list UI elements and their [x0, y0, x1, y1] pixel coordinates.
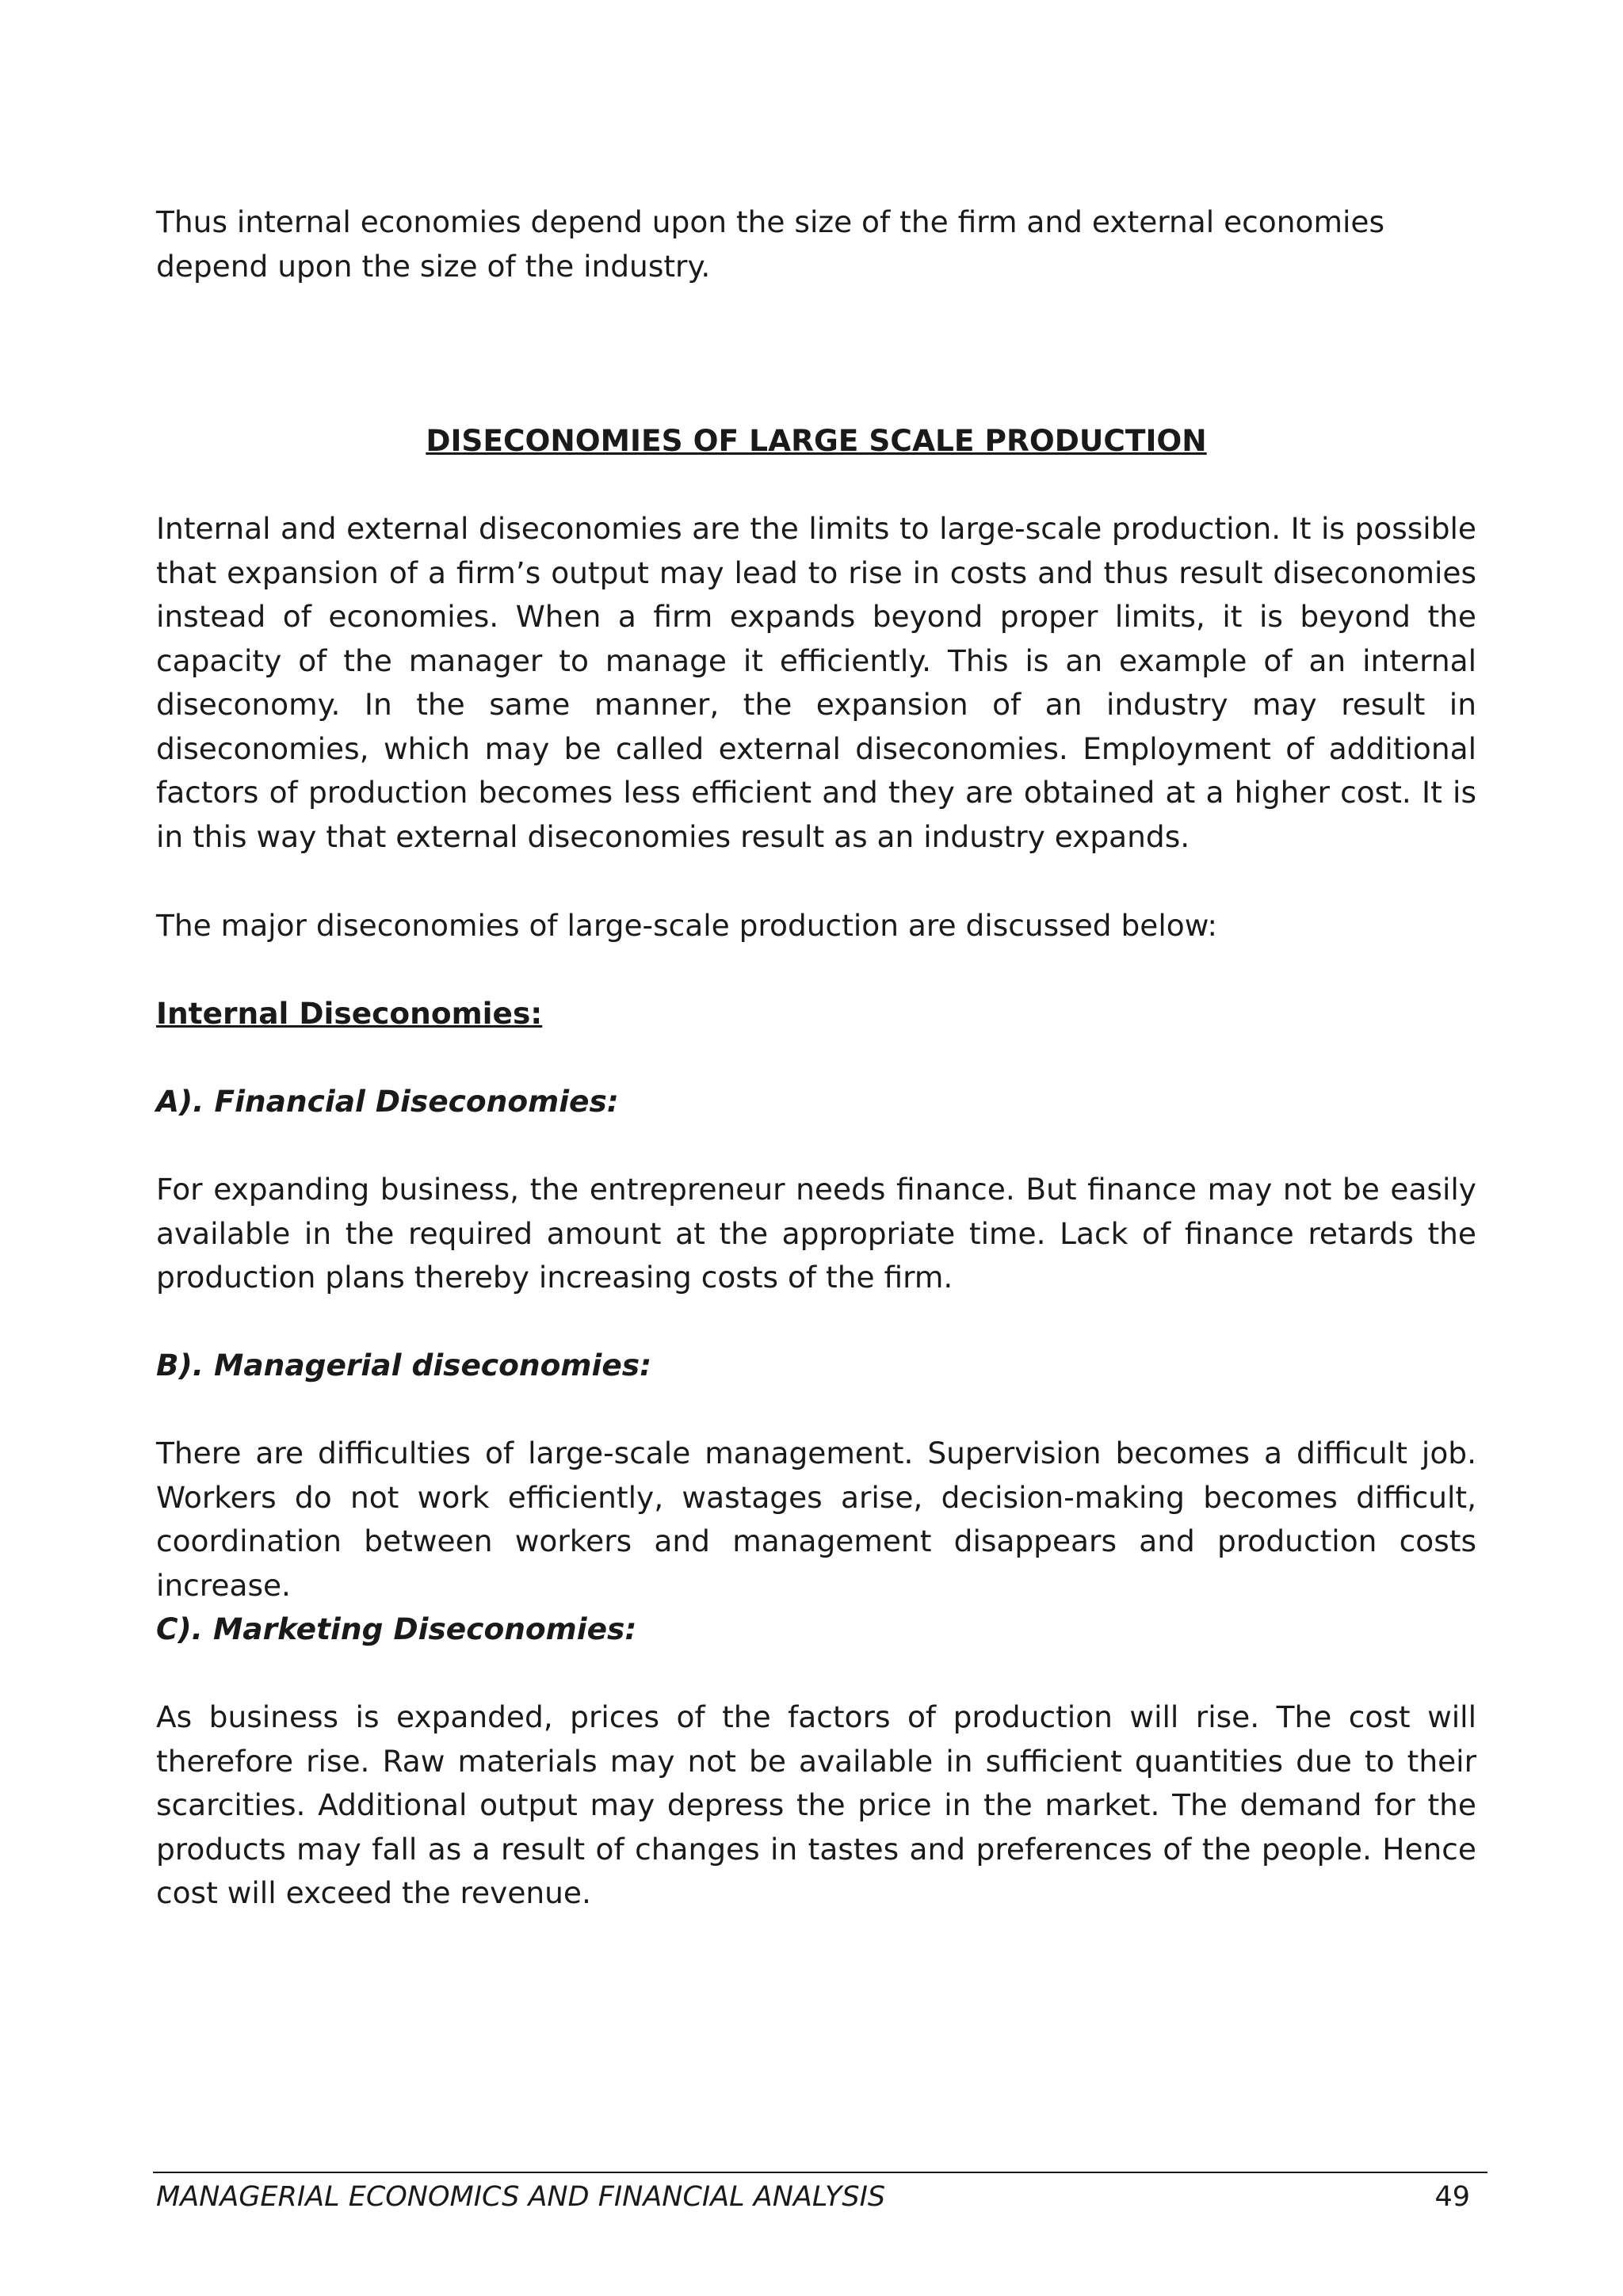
- paragraph-financial: For expanding business, the entrepreneur needs finance. But finance may not be easily available in the required amount at the appropriate time. Lack of finance retards the production plans thereby increasing costs of the firm.: [156, 1172, 1476, 1295]
- heading-financial-diseconomies: A). Financial Diseconomies:: [156, 1084, 619, 1119]
- section-title: DISECONOMIES OF LARGE SCALE PRODUCTION: [426, 423, 1207, 458]
- paragraph-main: Internal and external diseconomies are the limits to large-scale production. It is possible that expansion of a firm’s output may lead to rise in costs and thus result diseconomies instead of economies. When a firm expands beyond proper limits, it is beyond the capacity of the manager to manage it efficiently. This is an example of an internal diseconomy. In the same manner, the expansion of an industry may result in diseconomies, which may be called external diseconomies. Employment of additional factors of production becomes less efficient and they are obtained at a higher cost. It is in this way that external diseconomies result as an industry expands.: [156, 511, 1476, 854]
- page-number: 49: [1434, 2181, 1470, 2213]
- intro-paragraph: Thus internal economies depend upon the size of the firm and external economies depend upon the size of the industry.: [156, 204, 1385, 284]
- footer-title: MANAGERIAL ECONOMICS AND FINANCIAL ANALYSIS: [156, 2181, 886, 2213]
- paragraph-major: The major diseconomies of large-scale production are discussed below:: [156, 908, 1217, 943]
- heading-internal-diseconomies: Internal Diseconomies:: [156, 996, 543, 1031]
- paragraph-marketing: As business is expanded, prices of the factors of production will rise. The cost will therefore rise. Raw materials may not be available in sufficient quantities due to their scarcities. Additional output may depress the price in the market. The demand for the products may fall as a result of changes in tastes and preferences of the people. Hence cost will exceed the revenue.: [156, 1699, 1476, 1910]
- heading-managerial-diseconomies: B). Managerial diseconomies:: [156, 1348, 652, 1383]
- footer-divider: [153, 2172, 1487, 2173]
- paragraph-managerial: There are difficulties of large-scale management. Supervision becomes a difficult job. Workers do not work efficiently, wastages arise, decision-making becomes difficult, coordination between workers and management disappears and production costs increase.: [156, 1436, 1476, 1603]
- heading-marketing-diseconomies: C). Marketing Diseconomies:: [156, 1611, 637, 1646]
